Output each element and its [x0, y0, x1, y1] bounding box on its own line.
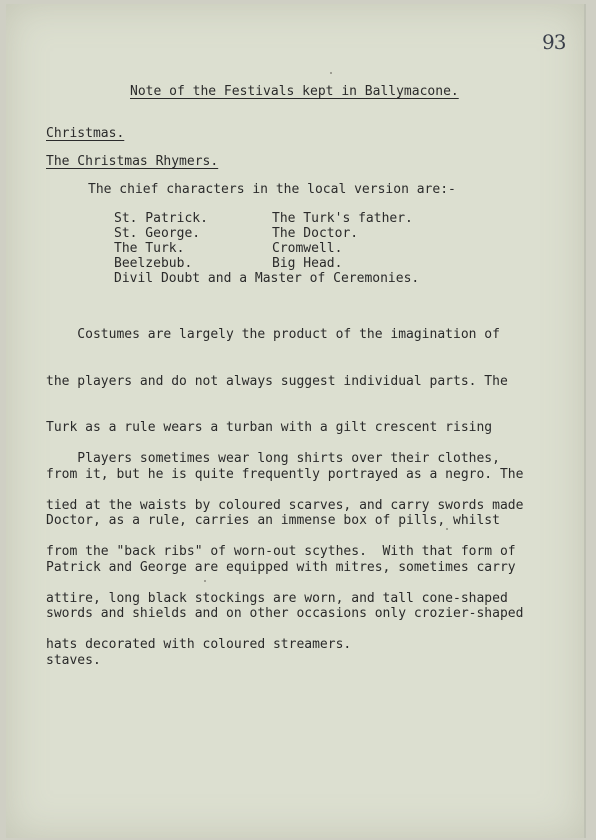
character-left: Beelzebub.	[114, 256, 193, 271]
paragraph-line: staves.	[46, 652, 101, 668]
paragraph-line: Turk as a rule wears a turban with a gilt crescent rising	[46, 420, 493, 435]
character-final-line: Divil Doubt and a Master of Ceremonies.	[114, 271, 420, 286]
page-title: Note of the Festivals kept in Ballymacone.	[130, 84, 459, 99]
character-left: St. Patrick.	[114, 211, 208, 226]
section-heading: Christmas.	[46, 126, 125, 141]
paper-speck	[204, 580, 206, 582]
character-row	[114, 211, 534, 226]
subsection-heading: The Christmas Rhymers.	[46, 154, 219, 169]
character-left: St. George.	[114, 226, 201, 241]
character-right: Cromwell.	[272, 241, 343, 256]
paper-speck	[446, 528, 448, 530]
character-list	[114, 211, 534, 287]
paper-speck	[330, 72, 332, 74]
paragraph-line: the players and do not always suggest individual parts. The	[46, 373, 508, 389]
paragraph-line: Costumes are largely the product of the imagination of	[46, 327, 500, 342]
paragraph-line: from the "back ribs" of worn-out scythes. With that form of	[46, 544, 516, 559]
character-right: The Doctor.	[272, 226, 359, 241]
intro-line: The chief characters in the local version are:-	[88, 182, 456, 197]
character-right: The Turk's father.	[272, 211, 413, 226]
paragraph-line: tied at the waists by coloured scarves, and carry swords made	[46, 497, 524, 513]
paragraph-line: from it, but he is quite frequently portrayed as a negro. The	[46, 466, 524, 482]
document-page	[6, 4, 586, 838]
character-left: The Turk.	[114, 241, 185, 256]
page-number: 93	[542, 30, 566, 54]
paragraph-line: Doctor, as a rule, carries an immense box of pills, whilst	[46, 513, 500, 528]
paragraph-line: Players sometimes wear long shirts over their clothes,	[46, 451, 500, 466]
character-right: Big Head.	[272, 256, 343, 271]
character-row	[114, 256, 534, 271]
character-row	[114, 241, 534, 256]
paragraph-line: Patrick and George are equipped with mitres, sometimes carry	[46, 559, 516, 575]
paragraph-players	[46, 420, 566, 684]
character-row	[114, 226, 534, 241]
paragraph-line: swords and shields and on other occasions only crozier-shaped	[46, 606, 524, 621]
paragraph-line: attire, long black stockings are worn, and tall cone-shaped	[46, 590, 508, 606]
paragraph-line: hats decorated with coloured streamers.	[46, 637, 352, 652]
